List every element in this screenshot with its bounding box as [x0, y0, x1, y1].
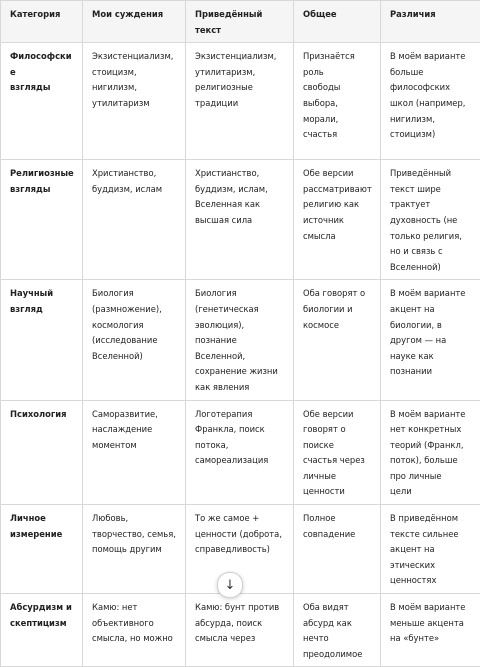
given-text-cell: Камю: бунт против абсурда, поиск смысла через [186, 594, 294, 667]
given-text-cell: Христианство, буддизм, ислам, Вселенная как высшая сила [186, 160, 294, 280]
my-judgments-cell: Экзистенциализм, стоицизм, нигилизм, утилитаризм [83, 43, 186, 160]
category-cell: Психология [1, 400, 83, 505]
header-common: Общее [294, 1, 381, 43]
my-judgments-cell: Христианство, буддизм, ислам [83, 160, 186, 280]
header-given-text: Приведённый текст [186, 1, 294, 43]
my-judgments-cell: Саморазвитие, наслаждение моментом [83, 400, 186, 505]
common-cell: Обе версии говорят о поиске счастья через личные ценности [294, 400, 381, 505]
my-judgments-cell: Камю: нет объективного смысла, но можно [83, 594, 186, 667]
common-cell: Оба видят абсурд как нечто преодолимое [294, 594, 381, 667]
differences-cell: В моём варианте больше философских школ (например, нигилизм, стоицизм) [381, 43, 480, 160]
table-header-row [1, 1, 480, 43]
table-row [1, 594, 480, 667]
given-text-cell: Логотерапия Франкла, поиск потока, самореализация [186, 400, 294, 505]
given-text-cell: Экзистенциализм, утилитаризм, религиозные традиции [186, 43, 294, 160]
category-cell: Личное измерение [1, 505, 83, 594]
differences-cell: В приведённом тексте сильнее акцент на этических ценностях [381, 505, 480, 594]
common-cell: Оба говорят о биологии и космосе [294, 280, 381, 400]
my-judgments-cell: Биология (размножение), космология (исследование Вселенной) [83, 280, 186, 400]
differences-cell: В моём варианте меньше акцента на «бунте» [381, 594, 480, 667]
differences-cell: В моём варианте нет конкретных теорий (Франкл, поток), больше про личные цели [381, 400, 480, 505]
table-row [1, 43, 480, 160]
table-row [1, 280, 480, 400]
arrow-down-icon: ↓ [225, 578, 236, 593]
header-my-judgments: Мои суждения [83, 1, 186, 43]
differences-cell: Приведённый текст шире трактует духовность (не только религия, но и связь с Вселенной) [381, 160, 480, 280]
common-cell: Обе версии рассматривают религию как источник смысла [294, 160, 381, 280]
table-row [1, 160, 480, 280]
header-category: Категория [1, 1, 83, 43]
given-text-cell: Биология (генетическая эволюция), познание Вселенной, сохранение жизни как явления [186, 280, 294, 400]
scroll-down-button[interactable] [217, 572, 243, 598]
category-cell: Религиозные взгляды [1, 160, 83, 280]
differences-cell: В моём варианте акцент на биологии, в другом — на науке как познании [381, 280, 480, 400]
category-cell: Научный взгляд [1, 280, 83, 400]
common-cell: Признаётся роль свободы выбора, морали, счастья [294, 43, 381, 160]
table-row [1, 400, 480, 505]
category-cell: Философские взгляды [1, 43, 83, 160]
common-cell: Полное совпадение [294, 505, 381, 594]
given-text-cell: То же самое + ценности (доброта, справедливость) [186, 505, 294, 594]
my-judgments-cell: Любовь, творчество, семья, помощь другим [83, 505, 186, 594]
header-differences: Различия [381, 1, 480, 43]
category-cell: Абсурдизм и скептицизм [1, 594, 83, 667]
